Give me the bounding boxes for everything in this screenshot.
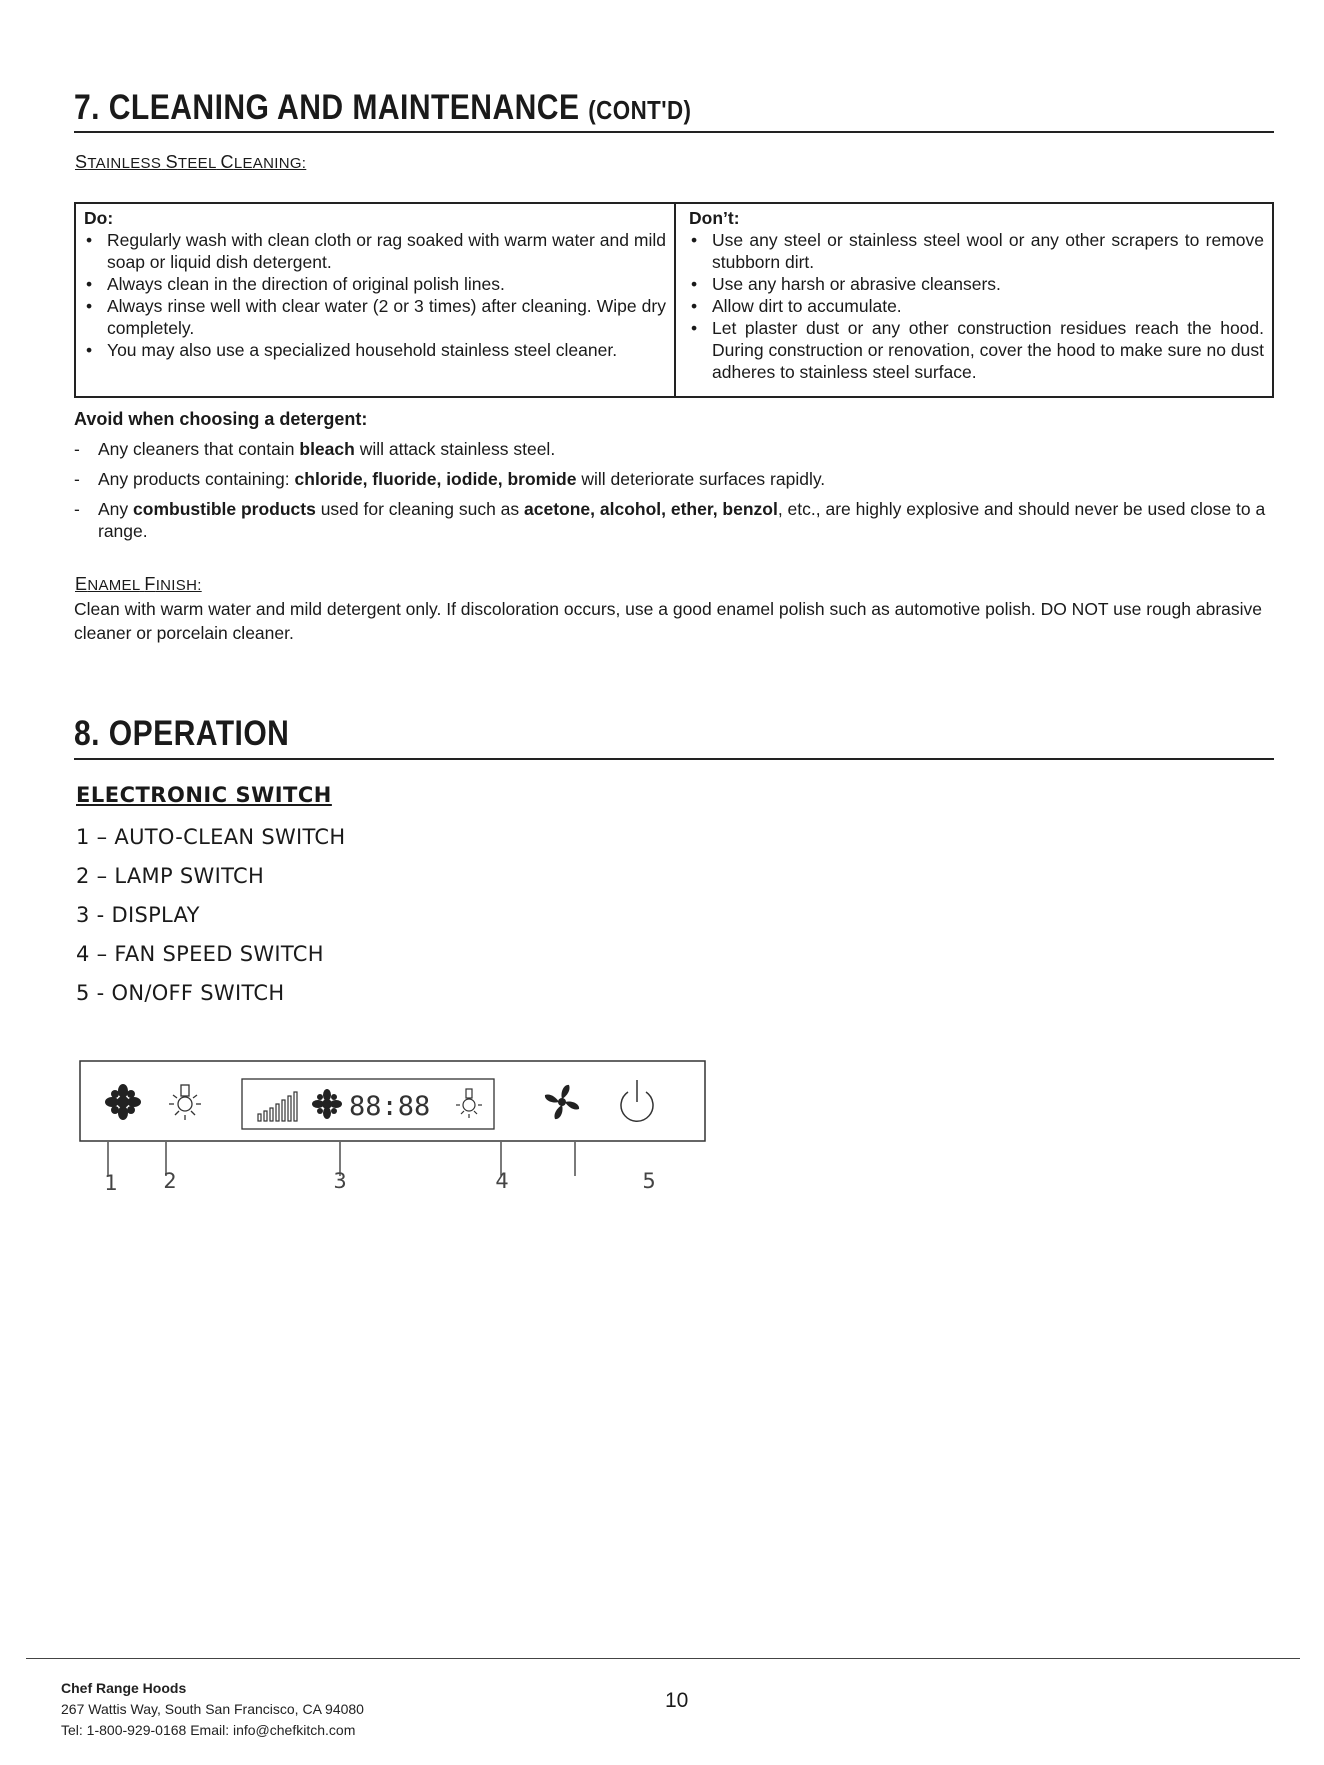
do-item: • You may also use a specialized household stainless steel cleaner. <box>84 339 666 361</box>
page-number: 10 <box>665 1689 689 1712</box>
footer-contact: Tel: 1-800-929-0168 Email: info@chefkitch.com <box>61 1722 356 1738</box>
display-lamp-icon <box>456 1089 482 1118</box>
display-auto-clean-icon <box>312 1089 342 1119</box>
switch-item: 4 – FAN SPEED SWITCH <box>76 942 324 966</box>
callout-3: 3 <box>333 1169 347 1193</box>
callout-5: 5 <box>642 1169 656 1193</box>
dont-header: Don’t: <box>689 208 740 228</box>
avoid-header: Avoid when choosing a detergent: <box>74 409 368 429</box>
avoid-list <box>74 438 1274 550</box>
section-8-title: 8. OPERATION <box>74 714 290 753</box>
enamel-finish-label: ENAMEL FINISH: <box>75 574 202 594</box>
section-8-rule <box>74 758 1274 760</box>
avoid-text: Any cleaners that contain <box>98 439 300 459</box>
lamp-icon <box>169 1085 201 1120</box>
dont-list <box>689 229 1264 383</box>
dash-bullet: - <box>74 499 80 519</box>
electronic-switch-header: ELECTRONIC SWITCH <box>76 783 332 807</box>
section-7-rule <box>74 131 1274 133</box>
avoid-item <box>74 498 1274 542</box>
callout-4: 4 <box>495 1169 509 1193</box>
do-list <box>84 229 666 361</box>
display-readout: 88:88 <box>349 1091 431 1122</box>
dont-item: • Use any harsh or abrasive cleansers. <box>689 273 1264 295</box>
stainless-steel-label: STAINLESS STEEL CLEANING: <box>75 152 307 172</box>
avoid-bold: bleach <box>299 439 355 459</box>
footer-rule <box>26 1658 1300 1659</box>
switch-item: 3 - DISPLAY <box>76 903 200 927</box>
control-panel-diagram <box>78 1058 710 1198</box>
dont-column <box>676 204 1272 396</box>
section-7-title-text: 7. CLEANING AND MAINTENANCE <box>74 88 580 127</box>
avoid-text: will attack stainless steel. <box>354 439 556 459</box>
auto-clean-icon <box>105 1084 141 1120</box>
avoid-text: , etc., are highly explosive and should never be used close to a range. <box>98 499 1266 541</box>
footer-company: Chef Range Hoods <box>61 1680 187 1696</box>
avoid-bold: acetone, alcohol, ether, benzol <box>524 499 778 519</box>
do-item: • Regularly wash with clean cloth or rag soaked with warm water and mild soap or liquid dish detergent. <box>84 229 666 273</box>
callout-2: 2 <box>163 1169 177 1193</box>
avoid-bold: combustible products <box>133 499 316 519</box>
power-icon <box>621 1080 653 1121</box>
do-dont-table <box>74 202 1274 398</box>
do-item: • Always rinse well with clear water (2 or 3 times) after cleaning. Wipe dry completely. <box>84 295 666 339</box>
avoid-bold: chloride, fluoride, iodide, bromide <box>294 469 577 489</box>
do-item: • Always clean in the direction of original polish lines. <box>84 273 666 295</box>
avoid-text: Any <box>98 499 134 519</box>
callout-1: 1 <box>104 1171 118 1195</box>
section-7-contd: (CONT'D) <box>588 95 692 125</box>
dash-bullet: - <box>74 469 80 489</box>
section-7-title <box>74 88 691 128</box>
switch-item: 1 – AUTO-CLEAN SWITCH <box>76 825 346 849</box>
switch-item: 5 - ON/OFF SWITCH <box>76 981 285 1005</box>
dont-item: • Use any steel or stainless steel wool or any other scrapers to remove stubborn dirt. <box>689 229 1264 273</box>
fan-speed-icon <box>545 1085 579 1119</box>
footer <box>61 1678 364 1741</box>
display-panel <box>242 1079 494 1129</box>
avoid-item <box>74 468 1274 490</box>
avoid-text: used for cleaning such as <box>315 499 525 519</box>
dash-bullet: - <box>74 439 80 459</box>
avoid-text: will deteriorate surfaces rapidly. <box>576 469 826 489</box>
avoid-text: Any products containing: <box>98 469 295 489</box>
dont-item: • Let plaster dust or any other construction residues reach the hood. During construction or renovation, cover the hood to make sure no dust adheres to stainless steel surface. <box>689 317 1264 383</box>
enamel-finish-text: Clean with warm water and mild detergent only. If discoloration occurs, use a good enamel polish such as automotive polish. DO NOT use rough abrasive cleaner or porcelain cleaner. <box>74 599 1263 643</box>
signal-bars-icon <box>258 1092 297 1121</box>
footer-address: 267 Wattis Way, South San Francisco, CA 94080 <box>61 1701 364 1717</box>
do-header: Do: <box>84 208 114 228</box>
dont-item: • Allow dirt to accumulate. <box>689 295 1264 317</box>
switch-item: 2 – LAMP SWITCH <box>76 864 265 888</box>
avoid-item <box>74 438 1274 460</box>
do-column <box>76 204 676 396</box>
